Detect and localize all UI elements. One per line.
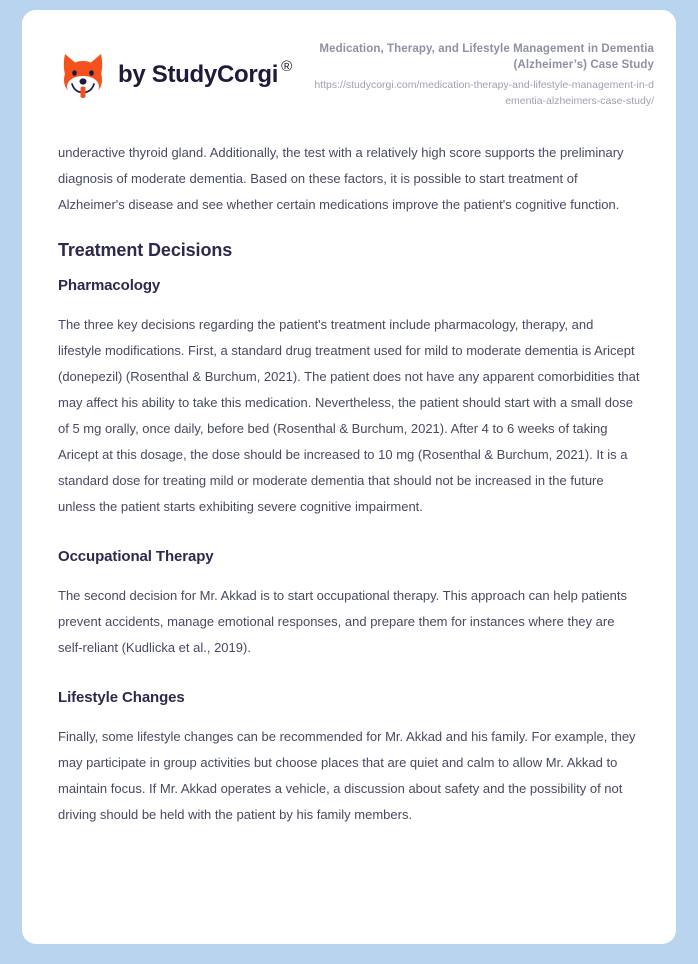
document-url[interactable]: https://studycorgi.com/medication-therapy-and-lifestyle-management-in-dementia-alzheimers-case-study/ [314, 79, 654, 107]
heading-pharmacology: Pharmacology [58, 277, 161, 294]
occupational-therapy-paragraph: The second decision for Mr. Akkad is to start occupational therapy. This approach can help patients prevent accidents, manage emotional responses, and prepare them for instances where they are self-reliant (Kudlicka et al., 2019). [58, 588, 627, 655]
brand-wordmark [118, 58, 292, 88]
heading-lifestyle-changes: Lifestyle Changes [58, 689, 185, 706]
brand-wordmark-text: by StudyCorgi [118, 61, 279, 88]
heading-occupational-therapy: Occupational Therapy [58, 548, 214, 565]
document-page [22, 10, 676, 944]
document-body [22, 140, 676, 828]
corgi-face-icon [58, 50, 108, 100]
registered-trademark-icon: ® [281, 58, 292, 75]
header-metadata [292, 41, 654, 109]
heading-treatment-decisions: Treatment Decisions [58, 240, 233, 260]
pharmacology-paragraph: The three key decisions regarding the patient's treatment include pharmacology, therapy, and lifestyle modifications. First, a standard drug treatment used for mild to moderate dementia is Aricept (donepezil) (Rosenthal & Burchum, 2021). The patient does not have any apparent comorbidities that may affect his ability to take this medication. Nevertheless, the patient should start with a small dose of 5 mg orally, once daily, before bed (Rosenthal & Burchum, 2021). After 4 to 6 weeks of taking Aricept at this dosage, the dose should be increased to 10 mg (Rosenthal & Burchum, 2021). It is a standard dose for treating mild or moderate dementia that should not be increased in the future unless the patient starts exhibiting severe cognitive impairment. [58, 317, 640, 514]
intro-paragraph: underactive thyroid gland. Additionally, the test with a relatively high score supports the preliminary diagnosis of moderate dementia. Based on these factors, it is possible to start treatment of Alzheimer's disease and see whether certain medications improve the patient's cognitive function. [58, 145, 624, 212]
document-header [22, 10, 676, 140]
lifestyle-changes-paragraph: Finally, some lifestyle changes can be recommended for Mr. Akkad and his family. For example, they may participate in group activities but choose places that are quiet and calm to allow Mr. Akkad to maintain focus. If Mr. Akkad operates a vehicle, a discussion about safety and the possibility of not driving should be held with the patient by his family members. [58, 729, 636, 822]
document-title: Medication, Therapy, and Lifestyle Management in Dementia (Alzheimer’s) Case Study [319, 43, 654, 72]
studycorgi-brand[interactable] [58, 50, 292, 100]
